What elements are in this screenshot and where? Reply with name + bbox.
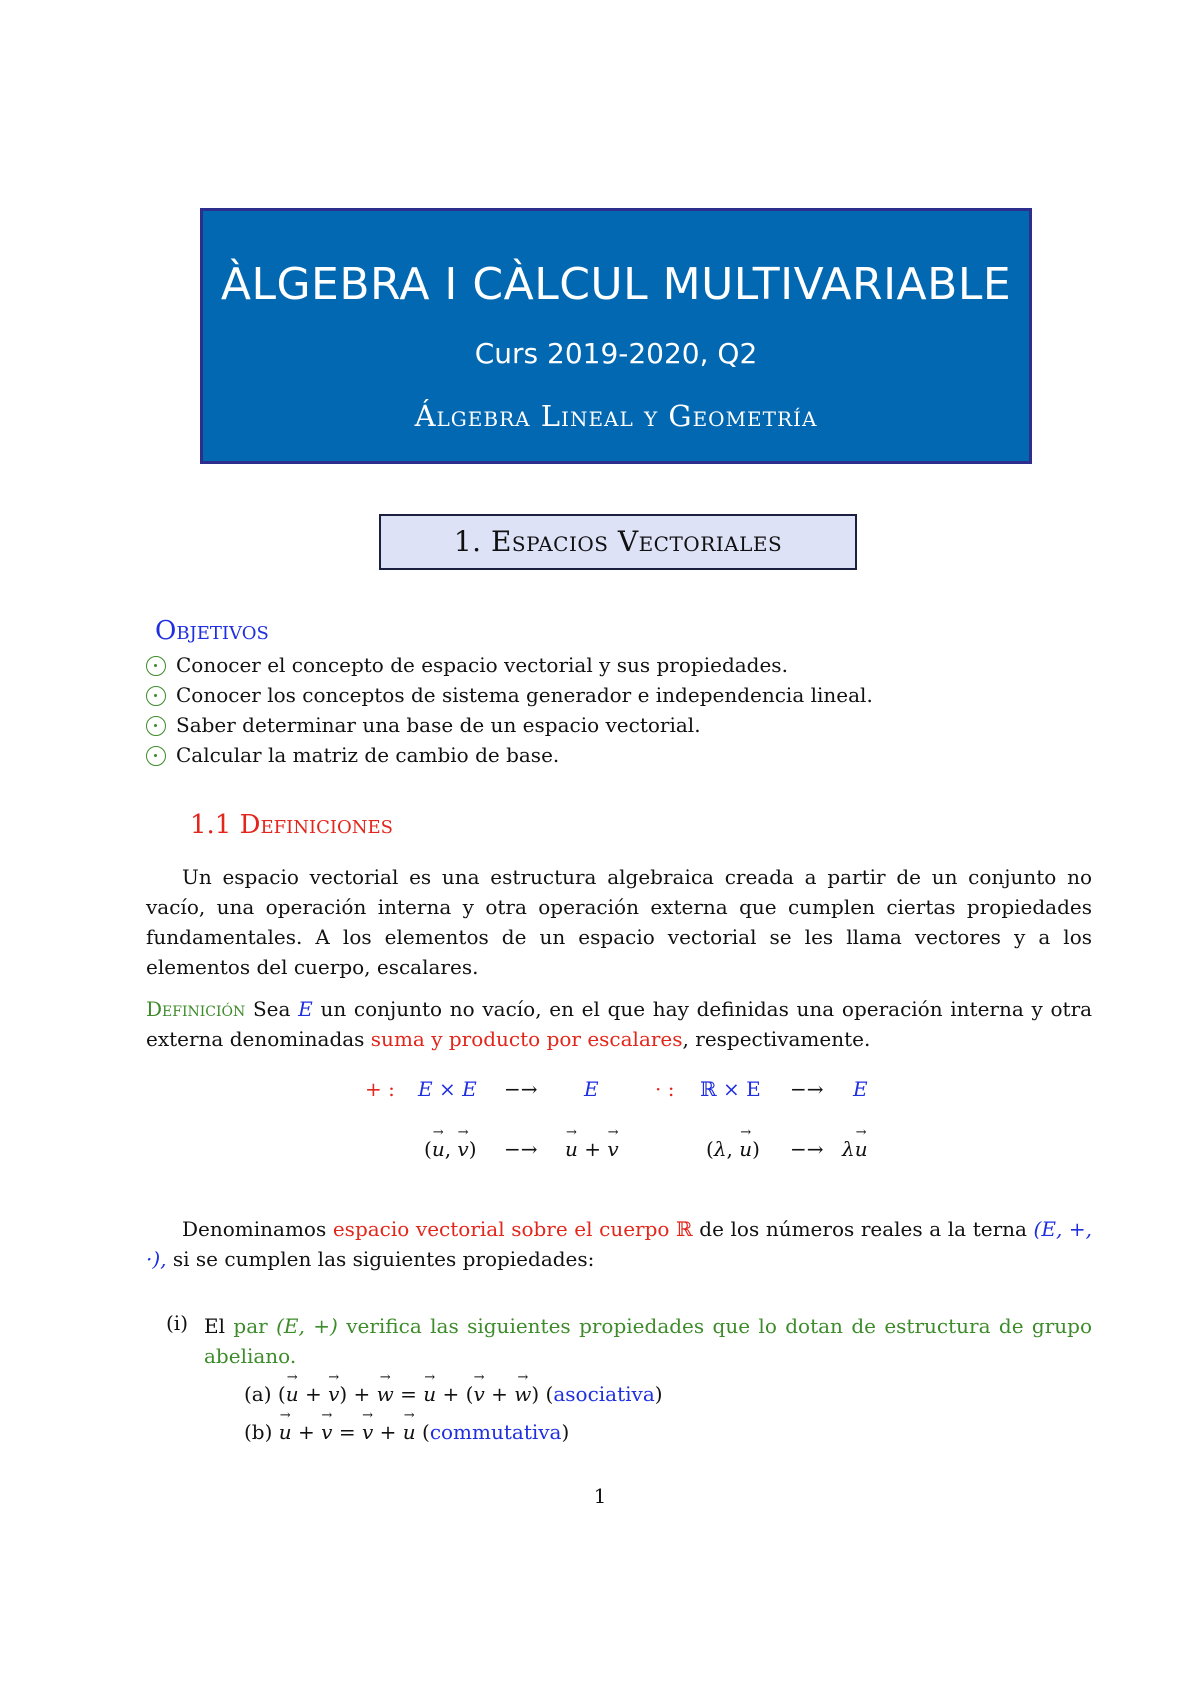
subitem-b: (b) → u + → v = → v + → u (commutativa): [244, 1420, 569, 1444]
scalar-codomain: E: [853, 1077, 868, 1101]
scalar-symbol: · :: [655, 1077, 675, 1101]
title-box: [200, 208, 1032, 464]
chapter-number: 1.: [453, 525, 482, 558]
definition-label: Definición: [146, 997, 246, 1021]
scalar-result: λ→ u: [842, 1137, 868, 1161]
chapter-title: Espacios Vectoriales: [490, 525, 783, 558]
section-heading: [190, 810, 393, 840]
subject-line: Álgebra Lineal y Geometría: [414, 399, 818, 433]
arrow: −→: [504, 1077, 538, 1101]
objective-item: Calcular la matriz de cambio de base.: [146, 740, 559, 770]
circle-dot-icon: [146, 656, 166, 676]
objectives-heading: Objetivos: [155, 616, 269, 646]
definition-paragraph: Definición Sea E un conjunto no vacío, en el que hay definidas una operación interna y otra externa denominadas suma y producto por escalares, respectivamente.: [146, 997, 1093, 1051]
denominamos-paragraph: Denominamos espacio vectorial sobre el cuerpo ℝ de los números reales a la terna (E, +, ·), si se cumplen las siguientes propiedades:: [146, 1217, 1093, 1271]
circle-dot-icon: [146, 716, 166, 736]
chapter-heading: [379, 514, 857, 570]
section-number: 1.1: [190, 810, 232, 840]
document-title: ÀLGEBRA I CÀLCUL MULTIVARIABLE: [220, 259, 1012, 310]
definition-highlight: suma y producto por escalares: [370, 1027, 683, 1051]
sum-symbol: + :: [365, 1077, 395, 1101]
sum-args: (→ u, → v): [424, 1137, 477, 1161]
property-i-marker: (i): [166, 1311, 189, 1335]
property-i-text: El par (E, +) verifica las siguientes propiedades que lo dotan de estructura de grupo abeliano.: [204, 1314, 1093, 1368]
circle-dot-icon: [146, 746, 166, 766]
sum-domain: E × E: [418, 1077, 477, 1101]
objective-item: Conocer el concepto de espacio vectorial y sus propiedades.: [146, 650, 788, 680]
subitem-a: (a) (→ u + → v) + → w = → u + (→ v + → w) (asociativa): [244, 1382, 663, 1406]
intro-paragraph: Un espacio vectorial es una estructura algebraica creada a partir de un conjunto no vacío, una operación interna y otra operación externa que cumplen ciertas propiedades fundamentales. A los elementos de un espacio vectorial se les llama vectores y a los elementos del cuerpo, escalares.: [146, 865, 1092, 979]
scalar-args: (λ, → u): [706, 1137, 760, 1161]
objective-item: Conocer los conceptos de sistema generador e independencia lineal.: [146, 680, 873, 710]
arrow: −→: [790, 1077, 824, 1101]
page-number: 1: [593, 1484, 607, 1508]
objective-item: Saber determinar una base de un espacio vectorial.: [146, 710, 701, 740]
scalar-domain: ℝ × E: [700, 1077, 761, 1101]
circle-dot-icon: [146, 686, 166, 706]
arrow: −→: [790, 1137, 824, 1161]
section-title: Definiciones: [239, 810, 393, 840]
sum-result: → u + → v: [565, 1137, 619, 1161]
course-line: Curs 2019-2020, Q2: [474, 337, 758, 370]
arrow: −→: [504, 1137, 538, 1161]
sum-codomain: E: [584, 1077, 599, 1101]
